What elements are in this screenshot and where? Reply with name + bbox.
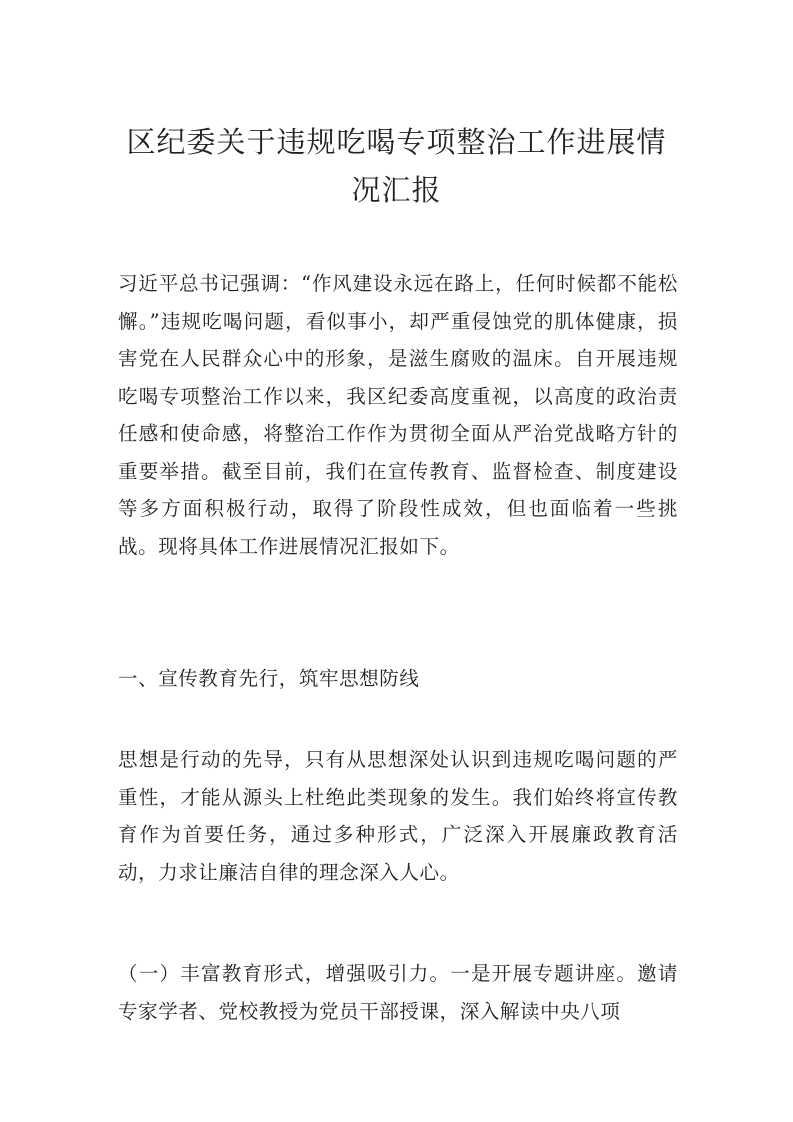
section-paragraph-1: 思想是行动的先导，只有从思想深处认识到违规吃喝问题的严重性，才能从源头上杜绝此类现象的发生。我们始终将宣传教育作为首要任务，通过多种形式，广泛深入开展廉政教育活动，力求让廉洁自律的理念深入人心。 [118,748,678,884]
subsection-paragraph-1: （一）丰富教育形式，增强吸引力。一是开展专题讲座。邀请专家学者、党校教授为党员干部授课，深入解读中央八项 [118,962,678,1023]
section-heading-1: 一、宣传教育先行，筑牢思想防线 [118,667,420,690]
document-title: 区纪委关于违规吃喝专项整治工作进展情况汇报 [126,125,667,207]
intro-paragraph: 习近平总书记强调：“作风建设永远在路上，任何时候都不能松懈。”违规吃喝问题，看似事小，却严重侵蚀党的肌体健康，损害党在人民群众心中的形象，是滋生腐败的温床。自开展违规吃喝专项整治工作以来，我区纪委高度重视，以高度的政治责任感和使命感，将整治工作作为贯彻全面从严治党战略方针的重要举措。截至目前，我们在宣传教育、监督检查、制度建设等多方面积极行动，取得了阶段性成效，但也面临着一些挑战。现将具体工作进展情况汇报如下。 [118,272,678,558]
